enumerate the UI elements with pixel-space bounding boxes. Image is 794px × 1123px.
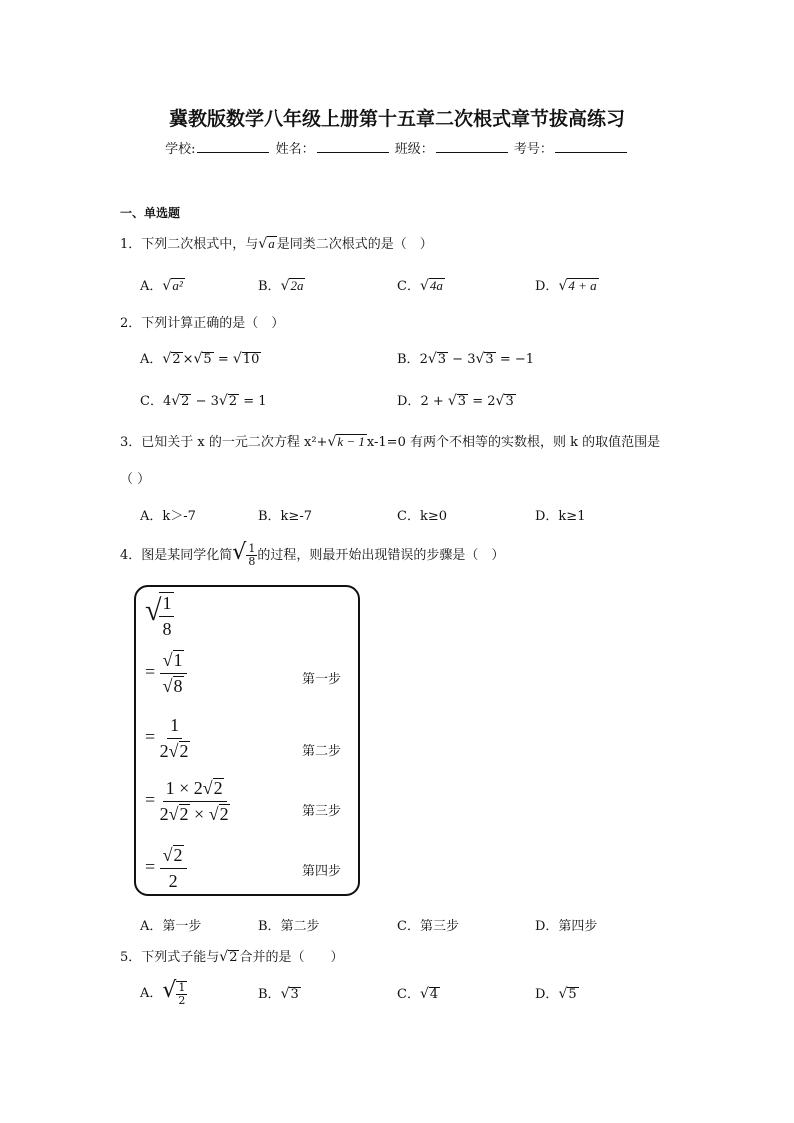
school-blank[interactable]	[197, 140, 269, 153]
section-heading: 一、单选题	[120, 206, 181, 220]
page-title: 冀教版数学八年级上册第十五章二次根式章节拔高练习	[168, 108, 625, 130]
number-blank[interactable]	[555, 140, 627, 153]
step-2-label: 第二步	[302, 744, 342, 759]
q5-option-a[interactable]: A．√ $\frac{1}{2}$	[140, 978, 186, 1007]
q3-option-a[interactable]: A．k＞-7	[140, 509, 196, 524]
step-4-label: 第四步	[302, 864, 342, 879]
step-3-expression: = $\frac{1 \times 2√2}{2√2 \times √2}$	[145, 778, 229, 824]
q3-option-c[interactable]: C．k≥0	[397, 509, 447, 524]
number-label: 考号：	[513, 142, 553, 157]
question-1: 1．下列二次根式中，与√a 是同类二次根式的是（ ）	[120, 236, 433, 252]
name-label: 姓名：	[275, 142, 315, 157]
name-blank[interactable]	[317, 140, 389, 153]
q1-option-d[interactable]: D．√4 + a	[535, 278, 597, 294]
q4-option-a[interactable]: A．第一步	[140, 919, 202, 934]
step-1-expression: = $\frac{√1}{√8}$	[145, 650, 187, 697]
q2-option-c[interactable]: C．4√2 − 3√2 = 1	[140, 393, 267, 409]
q5-option-b[interactable]: B．√3	[258, 986, 299, 1002]
q2-option-a[interactable]: A．√2 ×√5 = √10	[140, 351, 260, 367]
q1-option-a[interactable]: A．√a²	[140, 278, 183, 294]
step-1-label: 第一步	[302, 672, 342, 687]
q2-option-d[interactable]: D．2 + √3 = 2√3	[397, 393, 514, 409]
question-2: 2．下列计算正确的是（ ）	[120, 316, 285, 331]
q1-option-b[interactable]: B．√2a	[258, 278, 304, 294]
step-3-label: 第三步	[302, 804, 342, 819]
q1-option-c[interactable]: C．√4a	[397, 278, 443, 294]
class-blank[interactable]	[436, 140, 508, 153]
q4-option-d[interactable]: D．第四步	[535, 919, 598, 934]
q3-option-d[interactable]: D．k≥1	[535, 509, 586, 524]
class-label: 班级：	[394, 142, 434, 157]
question-3-paren: （ ）	[120, 472, 151, 487]
q4-option-c[interactable]: C．第三步	[397, 919, 459, 934]
question-3: 3．已知关于 x 的一元二次方程 x²+√k − 1 x-1=0 有两个不相等的实数根，则 k 的取值范围是	[120, 434, 661, 450]
q2-option-b[interactable]: B．2√3 − 3√3 = −1	[397, 351, 535, 367]
student-info-line	[0, 138, 794, 157]
school-label: 学校:	[165, 142, 196, 157]
q5-option-c[interactable]: C．√4	[397, 986, 439, 1002]
step-2-expression: = $\frac{1}{2√2}$	[145, 715, 189, 761]
step-4-expression: = $\frac{√2}{2}$	[145, 845, 187, 892]
question-5: 5．下列式子能与√2 合并的是（ ）	[120, 949, 344, 965]
q4-option-b[interactable]: B．第二步	[258, 919, 320, 934]
question-4: 4．图是某同学化简√ $\frac{1}{8}$ 的过程，则最开始出现错误的步骤是（ ）	[120, 540, 505, 568]
q5-option-d[interactable]: D．√5	[535, 986, 577, 1002]
q3-option-b[interactable]: B．k≥-7	[258, 509, 312, 524]
step-0-expression: √ $\frac{1}{8}$	[145, 592, 174, 640]
